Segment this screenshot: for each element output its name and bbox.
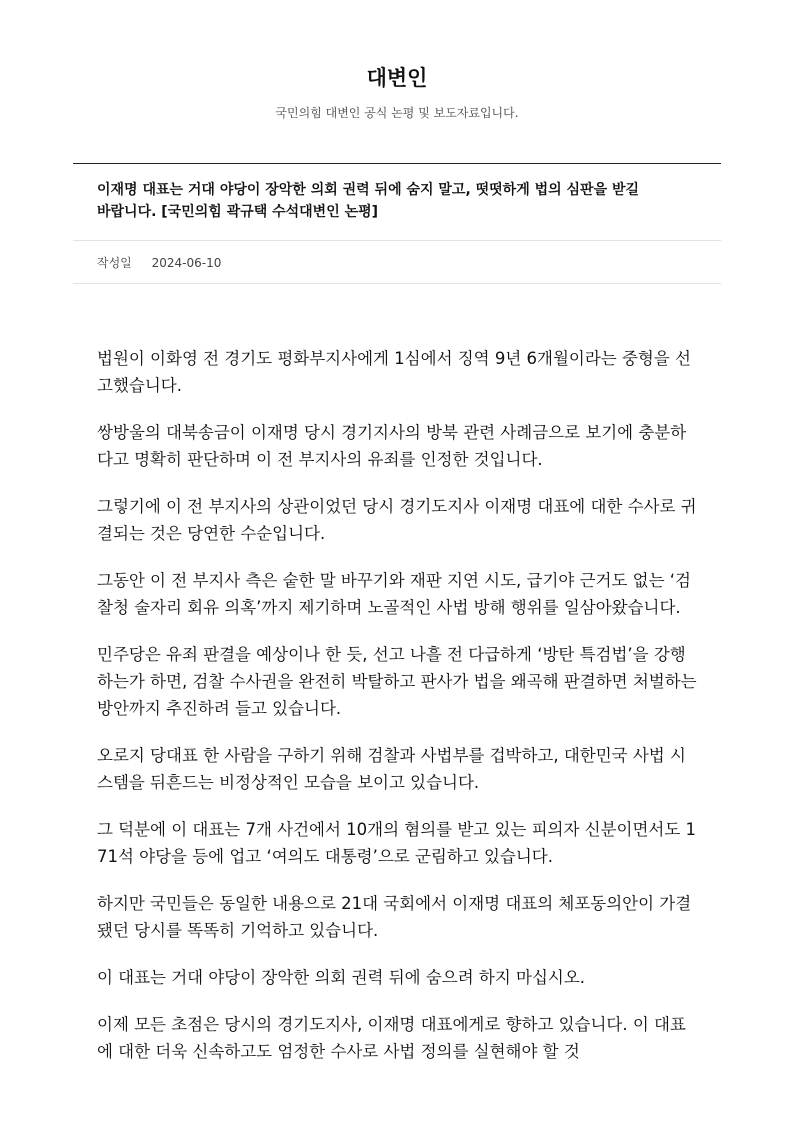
date-value: 2024-06-10 bbox=[151, 256, 222, 270]
body-paragraph: 민주당은 유죄 판결을 예상이나 한 듯, 선고 나흘 전 다급하게 ‘방탄 특검법’을 강행하는가 하면, 검찰 수사권을 완전히 박탈하고 판사가 법을 왜곡해 판결하면 처벌하는 방안까지 추진하려 들고 있습니다. bbox=[97, 645, 697, 718]
date-label: 작성일 bbox=[97, 256, 132, 270]
body-paragraph: 이 대표는 거대 야당이 장악한 의회 권력 뒤에 숨으려 하지 마십시오. bbox=[97, 968, 586, 987]
meta-divider bbox=[73, 283, 721, 284]
body-paragraph: 그동안 이 전 부지사 측은 숱한 말 바꾸기와 재판 지연 시도, 급기야 근거도 없는 ‘검찰청 술자리 회유 의혹’까지 제기하며 노골적인 사법 방해 행위를 일삼아왔습니다. bbox=[97, 571, 691, 617]
page-subtitle: 국민의힘 대변인 공식 논평 및 보도자료입니다. bbox=[275, 106, 519, 120]
body-paragraph: 쌍방울의 대북송금이 이재명 당시 경기지사의 방북 관련 사례금으로 보기에 충분하다고 명확히 판단하며 이 전 부지사의 유죄를 인정한 것입니다. bbox=[97, 423, 687, 469]
header-divider bbox=[73, 163, 721, 164]
article-body bbox=[97, 345, 701, 1085]
body-paragraph: 그렇기에 이 전 부지사의 상관이었던 당시 경기도지사 이재명 대표에 대한 수사로 귀결되는 것은 당연한 수순입니다. bbox=[97, 497, 697, 543]
body-paragraph: 이제 모든 초점은 당시의 경기도지사, 이재명 대표에게로 향하고 있습니다. 이 대표에 대한 더욱 신속하고도 엄정한 수사로 사법 정의를 실현해야 할 것 bbox=[97, 1015, 686, 1061]
article-meta bbox=[97, 254, 221, 271]
article-title: 이재명 대표는 거대 야당이 장악한 의회 권력 뒤에 숨지 말고, 떳떳하게 법의 심판을 받길 바랍니다. [국민의힘 곽규택 수석대변인 논평] bbox=[97, 182, 640, 220]
body-paragraph: 그 덕분에 이 대표는 7개 사건에서 10개의 혐의를 받고 있는 피의자 신분이면서도 171석 야당을 등에 업고 ‘여의도 대통령’으로 군림하고 있습니다. bbox=[97, 820, 697, 866]
body-paragraph: 하지만 국민들은 동일한 내용으로 21대 국회에서 이재명 대표의 체포동의안이 가결됐던 당시를 똑똑히 기억하고 있습니다. bbox=[97, 894, 692, 940]
page-title: 대변인 bbox=[366, 66, 428, 90]
body-paragraph: 오로지 당대표 한 사람을 구하기 위해 검찰과 사법부를 겁박하고, 대한민국 사법 시스템을 뒤흔드는 비정상적인 모습을 보이고 있습니다. bbox=[97, 746, 686, 792]
body-paragraph: 법원이 이화영 전 경기도 평화부지사에게 1심에서 징역 9년 6개월이라는 중형을 선고했습니다. bbox=[97, 349, 691, 395]
title-divider bbox=[73, 240, 721, 241]
